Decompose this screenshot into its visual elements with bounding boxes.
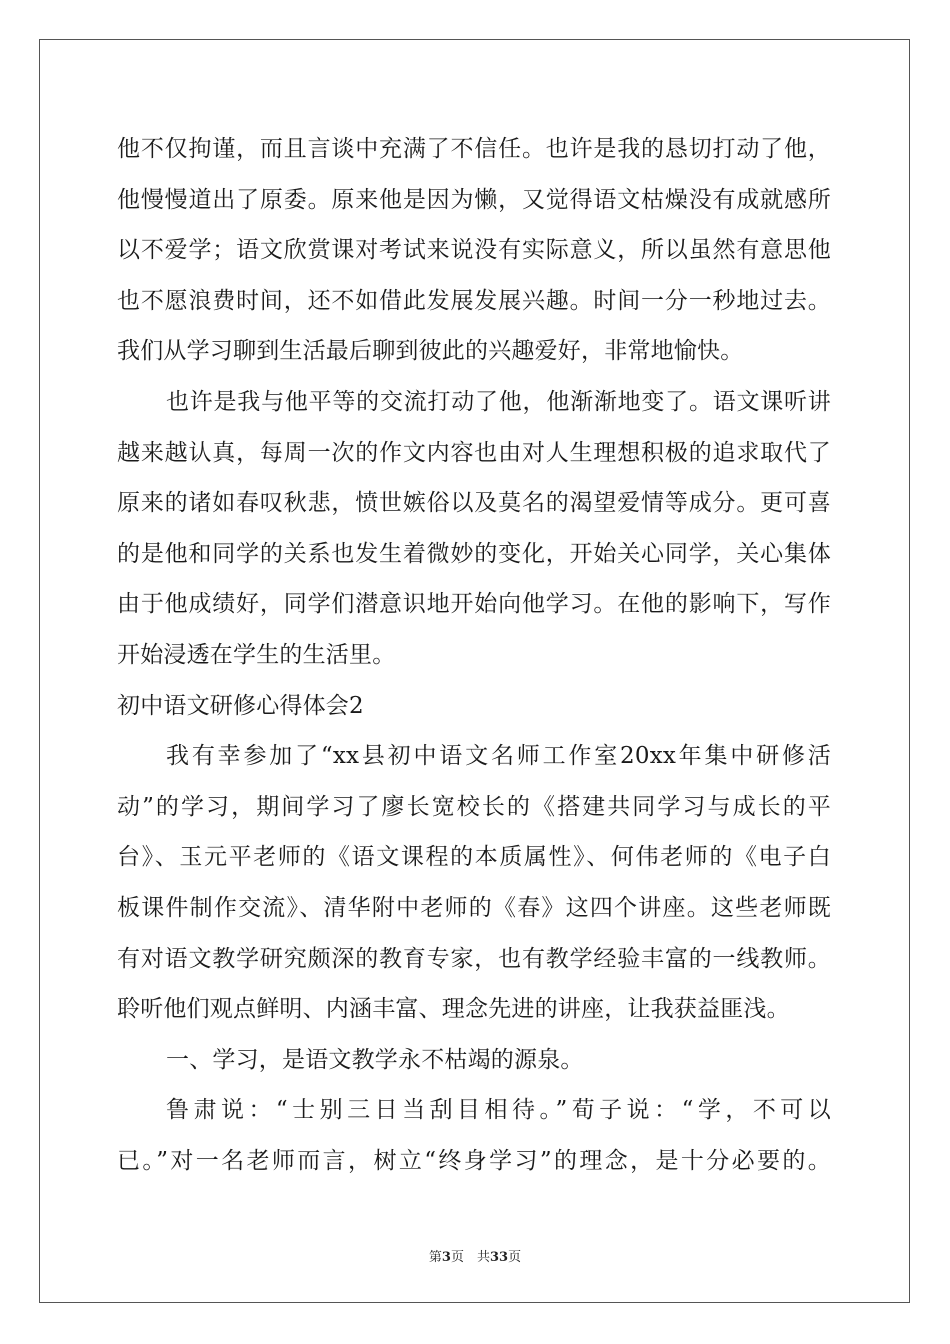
text-line: 越来越认真，每周一次的作文内容也由对人生理想积极的追求取代了: [117, 439, 831, 466]
text-line: 聆听他们观点鲜明、内涵丰富、理念先进的讲座，让我获益匪浅。: [117, 996, 790, 1023]
document-body: [117, 124, 831, 1186]
text-line: 也许是我与他平等的交流打动了他，他渐渐地变了。语文课听讲: [166, 388, 831, 415]
text-line: 动”的学习，期间学习了廖长宽校长的《搭建共同学习与成长的平: [117, 793, 831, 820]
text-line: 板课件制作交流》、清华附中老师的《春》这四个讲座。这些老师既: [117, 894, 831, 921]
text-line: 台》、玉元平老师的《语文课程的本质属性》、何伟老师的《电子白: [117, 844, 831, 871]
text-line: 由于他成绩好，同学们潜意识地开始向他学习。在他的影响下，写作: [117, 591, 831, 618]
text-line: 已。”对一名老师而言，树立“终身学习”的理念，是十分必要的。: [117, 1147, 831, 1174]
text-line: 鲁肃说：“士别三日当刮目相待。”荀子说：“学，不可以: [166, 1097, 831, 1124]
text-line: 初中语文研修心得体会2: [117, 692, 364, 719]
text-line: 一、学习，是语文教学永不枯竭的源泉。: [166, 1046, 584, 1073]
text-line: 有对语文教学研究颇深的教育专家，也有教学经验丰富的一线教师。: [117, 945, 831, 972]
footer-prefix: 第: [428, 1250, 442, 1265]
text-line: 原来的诸如春叹秋悲，愤世嫉俗以及莫名的渴望爱情等成分。更可喜: [117, 490, 831, 517]
text-line: 也不愿浪费时间，还不如借此发展发展兴趣。时间一分一秒地过去。: [117, 287, 831, 314]
footer-suffix: 页: [508, 1250, 522, 1265]
text-line: 的是他和同学的关系也发生着微妙的变化，开始关心同学，关心集体: [117, 540, 831, 567]
text-line: 他不仅拘谨，而且言谈中充满了不信任。也许是我的恳切打动了他，: [117, 136, 831, 162]
text-line: 我有幸参加了“xx县初中语文名师工作室20xx年集中研修活: [166, 743, 831, 770]
text-line: 我们从学习聊到生活最后聊到彼此的兴趣爱好，非常地愉快。: [117, 338, 744, 365]
footer-current-page: 3: [441, 1250, 451, 1265]
text-line: 开始浸透在学生的生活里。: [117, 641, 396, 668]
page-footer: [0, 1246, 950, 1265]
footer-total-pages: 33: [489, 1250, 509, 1265]
footer-middle: 页 共: [450, 1250, 490, 1265]
text-line: 以不爱学；语文欣赏课对考试来说没有实际意义，所以虽然有意思他: [117, 237, 831, 264]
text-line: 他慢慢道出了原委。原来他是因为懒，又觉得语文枯燥没有成就感所: [117, 186, 831, 213]
